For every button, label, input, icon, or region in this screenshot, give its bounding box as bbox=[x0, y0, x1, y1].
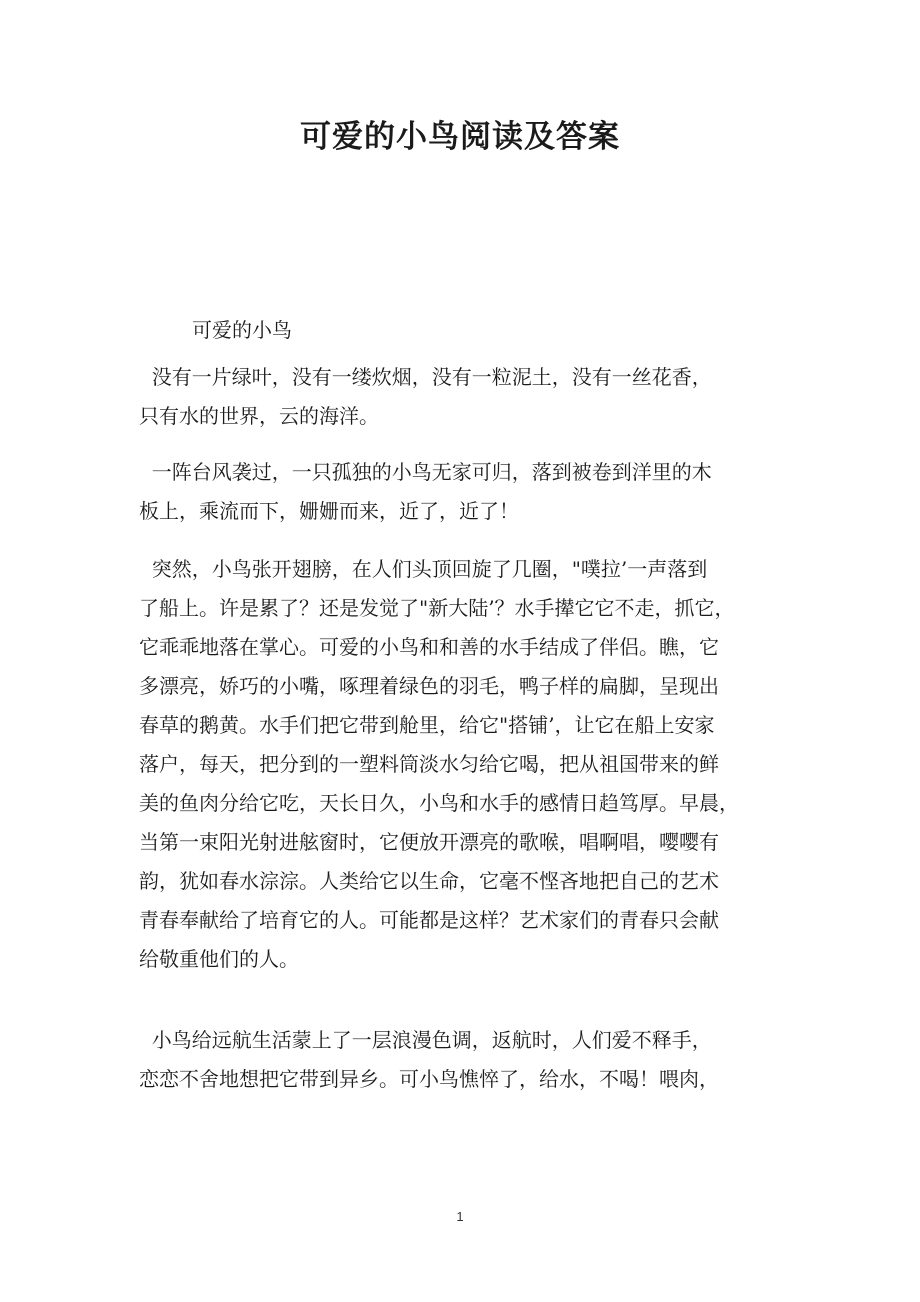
paragraph-line: 突然，小鸟张开翅膀，在人们头顶回旋了几圈，"噗拉’一声落到 bbox=[139, 557, 708, 581]
paragraph-line: 没有一片绿叶，没有一缕炊烟，没有一粒泥土，没有一丝花香， bbox=[139, 365, 712, 389]
paragraph-line: 给敬重他们的人。 bbox=[139, 947, 299, 971]
article-subtitle: 可爱的小鸟 bbox=[192, 318, 292, 342]
paragraph-line: 小鸟给远航生活蒙上了一层浪漫色调，返航时，人们爱不释手， bbox=[139, 1028, 712, 1052]
paragraph-line: 板上，乘流而下，姗姗而来，近了，近了！ bbox=[139, 499, 519, 523]
paragraph-line: 当第一束阳光射进舷窗时，它便放开漂亮的歌喉，唱啊唱，嘤嘤有 bbox=[139, 830, 719, 854]
paragraph-3 bbox=[139, 550, 789, 979]
page-number: 1 bbox=[456, 1209, 464, 1224]
paragraph-line: 恋恋不舍地想把它带到异乡。可小鸟憔悴了，给水，不喝！喂肉， bbox=[139, 1067, 719, 1091]
paragraph-line: 多漂亮，娇巧的小嘴，啄理着绿色的羽毛，鸭子样的扁脚，呈现出 bbox=[139, 674, 719, 698]
paragraph-2 bbox=[139, 453, 789, 531]
paragraph-line: 它乖乖地落在掌心。可爱的小鸟和和善的水手结成了伴侣。瞧，它 bbox=[139, 635, 719, 659]
paragraph-line: 韵，犹如春水淙淙。人类给它以生命，它毫不悭吝地把自己的艺术 bbox=[139, 869, 719, 893]
paragraph-line: 了船上。许是累了？还是发觉了"新大陆’？水手撵它它不走，抓它， bbox=[139, 596, 735, 620]
paragraph-line: 青春奉献给了培育它的人。可能都是这样？艺术家们的青春只会献 bbox=[139, 908, 719, 932]
paragraph-line: 落户，每天，把分到的一塑料筒淡水匀给它喝，把从祖国带来的鲜 bbox=[139, 752, 719, 776]
paragraph-1 bbox=[139, 358, 789, 436]
paragraph-line: 一阵台风袭过，一只孤独的小鸟无家可归，落到被卷到洋里的木 bbox=[139, 460, 712, 484]
paragraph-line: 美的鱼肉分给它吃，天长日久，小鸟和水手的感情日趋笃厚。早晨， bbox=[139, 791, 739, 815]
paragraph-line: 春草的鹅黄。水手们把它带到舱里，给它"搭铺’，让它在船上安家 bbox=[139, 713, 715, 737]
paragraph-4 bbox=[139, 1021, 789, 1099]
paragraph-line: 只有水的世界，云的海洋。 bbox=[139, 404, 379, 428]
document-title: 可爱的小鸟阅读及答案 bbox=[300, 119, 620, 155]
